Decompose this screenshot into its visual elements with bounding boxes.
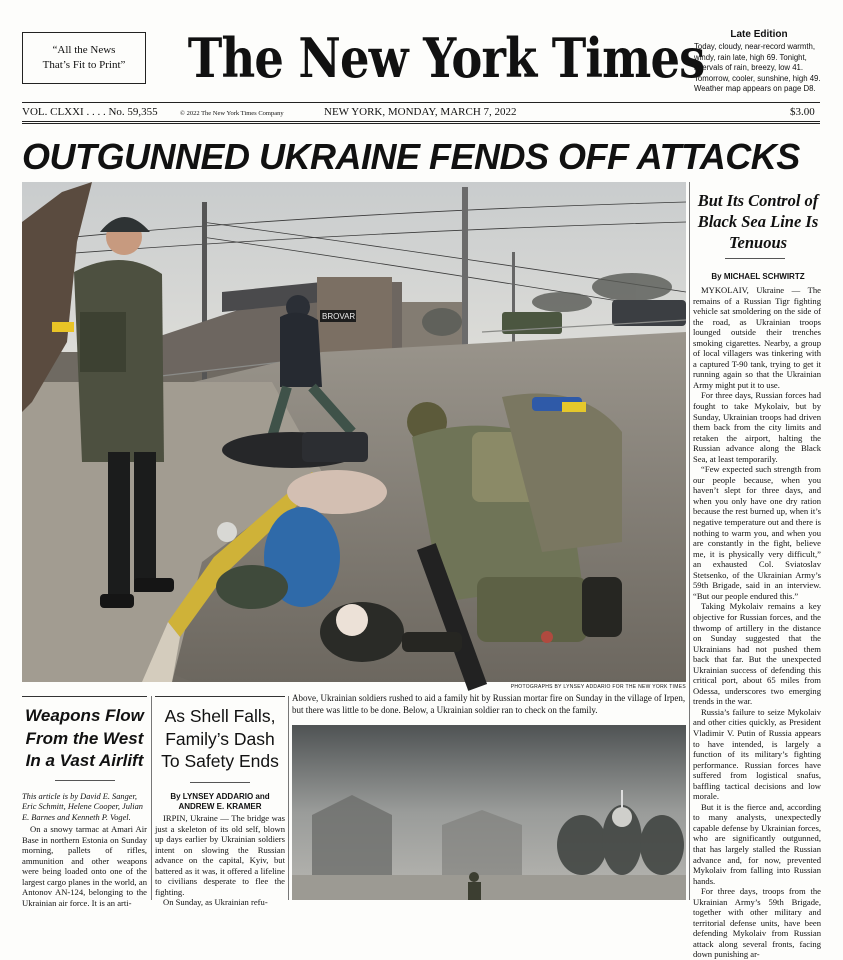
ear-slogan <box>22 32 146 84</box>
story1-byline: This article is by David E. Sanger, Eric Schmitt, Helene Cooper, Julian E. Barnes and Kenneth P. Vogel. <box>22 792 143 822</box>
side-story-byline: By MICHAEL SCHWIRTZ <box>711 272 805 281</box>
copyright: © 2022 The New York Times Company <box>180 110 284 117</box>
side-story-headline: But Its Control of Black Sea Line Is Tenuous <box>697 191 819 252</box>
ear-slogan-line2: That’s Fit to Print” <box>42 59 126 71</box>
story1-headline-rule <box>55 780 115 781</box>
story2-headline: As Shell Falls, Family’s Dash To Safety Ends <box>161 706 279 771</box>
side-paragraph: For three days, Russian forces had fought to take Mykolaiv, but by Sunday, Ukrainian troops had driven them back from the city limits and retaken the airport, halting the Russian advance along the Black Sea, at least temporarily. <box>693 390 821 464</box>
story2-top-rule <box>155 696 285 697</box>
story2-body <box>155 813 285 908</box>
weather-box <box>694 30 824 94</box>
issue-date: NEW YORK, MONDAY, MARCH 7, 2022 <box>324 106 517 118</box>
side-paragraph: “Few expected such strength from our people because, when you haven’t slept for three days, and when you only have one dry ration because the rest burned up, when it’s negative temperature out and there is nothing to warm you, and when you are constantly in the fight, believe me, it is physically very difficult,” an exhausted Col. Sviatoslav Stetsenko, of the Ukrainian Army’s 59th Brigade, said in an interview. “But our people endured this.” <box>693 464 821 601</box>
main-headline: OUTGUNNED UKRAINE FENDS OFF ATTACKS <box>22 136 800 177</box>
price: $3.00 <box>790 106 815 118</box>
story2-byline: By LYNSEY ADDARIO and ANDREW E. KRAMER <box>170 792 270 811</box>
side-paragraph: But it is the fierce and, according to many analysts, unexpectedly capable defense by Ukrainian forces, who are significantly outgunned, that has largely stalled the Russian advance and, for now, prevented Mykolaiv from falling into Russian hands. <box>693 801 821 886</box>
side-paragraph: Russia’s failure to seize Mykolaiv and other cities quickly, as President Vladimir V. Putin of Russia appears to have intended, is largely a function of its military’s fighting performance. Russian forces have suffered from logistical snafus, baffling tactical decisions and low morale. <box>693 706 821 802</box>
weather-heading: Late Edition <box>730 29 788 40</box>
bottom-photo-illustration <box>292 725 686 900</box>
bottom-photo <box>292 725 686 900</box>
dateline-top-rule <box>22 102 820 103</box>
main-photo <box>22 182 686 682</box>
photo-credit: PHOTOGRAPHS BY LYNSEY ADDARIO FOR THE NEW YORK TIMES <box>510 684 686 690</box>
dateline-bottom-rule <box>22 121 820 122</box>
main-photo-illustration <box>22 182 686 682</box>
side-paragraph: Taking Mykolaiv remains a key objective for Russian forces, and the thwomp of artillery in the distance on Sunday suggested that the Ukrainians had not pushed them back that far. But the unexpected Ukrainian success of defending this critical port, about 65 miles from Odessa, underscores two emerging trends in the war. <box>693 601 821 707</box>
story2-paragraph: On Sunday, as Ukrainian refu- <box>163 897 268 908</box>
side-story-body <box>693 285 821 960</box>
shop-sign: BROVAR <box>322 312 356 321</box>
side-headline-rule <box>725 258 785 259</box>
side-paragraph: MYKOLAIV, Ukraine — The remains of a Russian Tigr fighting vehicle sat smoldering on the side of the road, as Ukrainian troops lounged outside their trenches smoking cigarettes. Nearby, a group of local villagers was tinkering with a captured T-90 tank, trying to get it running again so that the Ukrainian Army might put it to use. <box>693 285 821 390</box>
column-rule-right <box>689 182 690 900</box>
masthead-logo: The New York Times <box>187 26 705 90</box>
story2-paragraph: IRPIN, Ukraine — The bridge was just a skeleton of its old self, blown up days earlier by Ukrainian soldiers intent on slowing the Russian advance on the capital, Kyiv, but battered as it was, it offered a lifeline to civilians desperate to flee the fighting. <box>155 813 285 897</box>
story1-paragraph: On a snowy tarmac at Amari Air Base in northern Estonia on Sunday morning, pallets of rifles, ammunition and other weapons were being loaded onto one of the largest cargo planes in the world, an Antonov AN-124, belonging to the Ukrainian air force. It is an arti- <box>22 824 147 908</box>
side-paragraph: For three days, troops from the Ukrainian Army’s 59th Brigade, together with other military and territorial defense units, have been defending Mykolaiv from Russian attack along several fronts, facing down punishing ar- <box>693 886 821 960</box>
column-rule-story <box>151 696 152 900</box>
volume-number: VOL. CLXXI . . . . No. 59,355 <box>22 106 158 118</box>
photo-caption: Above, Ukrainian soldiers rushed to aid a family hit by Russian mortar fire on Sunday in the village of Irpen, but there was little to be done. Below, a Ukrainian soldier ran to check on the family. <box>292 693 686 715</box>
story1-top-rule <box>22 696 147 697</box>
story1-headline: Weapons Flow From the West In a Vast Airlift <box>25 706 144 770</box>
story2-headline-rule <box>190 782 250 783</box>
dateline-bottom-rule-2 <box>22 123 820 124</box>
story1-body <box>22 824 147 908</box>
weather-text: Today, cloudy, near-record warmth, windy, rain late, high 69. Tonight, intervals of rain, breezy, low 41. Tomorrow, cooler, sunshine, high 49. Weather map appears on page D8. <box>694 42 821 94</box>
ear-slogan-line1: “All the News <box>52 44 116 56</box>
column-rule-photo <box>288 696 289 900</box>
